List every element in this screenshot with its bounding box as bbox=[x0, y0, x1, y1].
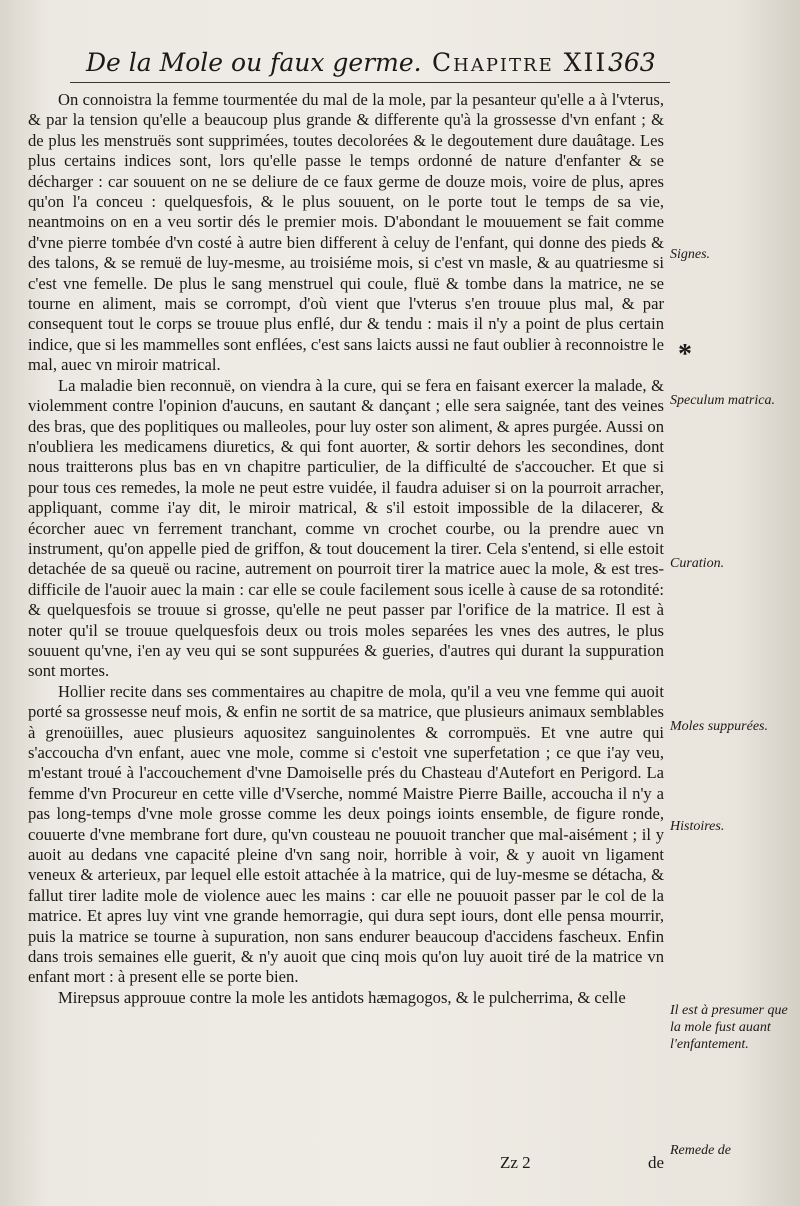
margin-note-histoires: Histoires. bbox=[670, 819, 725, 834]
margin-note-signes: Signes. bbox=[670, 247, 711, 262]
running-head bbox=[70, 44, 670, 83]
signature-mark: Zz 2 bbox=[500, 1153, 531, 1172]
running-head-title: De la Mole ou faux germe. bbox=[86, 48, 422, 77]
margin-note-speculum: Speculum matrica. bbox=[670, 393, 775, 408]
margin-note-presumer: Il est à presumer que la mole fust auant l'enfantement. bbox=[670, 1003, 788, 1052]
paragraph-cure: La maladie bien reconnuë, on viendra à la cure, qui se fera en faisant exercer la malade, & violemment contre l'opinion d'aucuns, en sautant & dançant ; elle sera saignée, tant des veines des bras, que des poplitiques ou malleoles, pour luy oster son aliment, & apres purgée. Aussi on n'oubliera les medicamens diuretics, & qui font auorter, & sortir dehors les secondines, dont nous traitterons plus bas en vn chapitre particulier, de la difficulté de s'accoucher. Et que si pour tous ces remedes, la mole ne peut estre vuidée, il faudra aduiser si on la pourroit arracher, appliquant, comme i'ay dit, le miroir matrical, & s'il estoit impossible de la dilacerer, & écorcher auec vn ferrement tranchant, comme vn crochet courbe, ou la prendre auec vn instrument, qu'on appelle pied de griffon, & tout doucement la tirer. Cela s'entend, si elle estoit detachée de sa queuë ou racine, autrement on pourroit tirer la matrice auec la mole, & est tres-difficile de l'auoir auec la main : car elle se coule facilement sous icelle à cause de sa rotondité: & quelquesfois se trouue si grosse, qu'elle ne peut passer par l'orifice de la matrice. Il est à noter qu'il se trouue quelquesfois deux ou trois moles separées les vnes des autres, le plus souuent qu'vne, i'en ay veu qui se sont suppurées & gueries, d'autres qui durant la suppuration sont mortes. bbox=[28, 375, 664, 681]
catchword: de bbox=[648, 1153, 665, 1172]
page-footer bbox=[28, 1153, 794, 1177]
main-text bbox=[28, 90, 664, 1008]
margin-note-moles: Moles suppurées. bbox=[670, 719, 768, 734]
margin-notes bbox=[664, 90, 794, 1160]
margin-note-curation: Curation. bbox=[670, 556, 725, 571]
paragraph-signs: On connoistra la femme tourmentée du mal de la mole, par la pesanteur qu'elle a à l'vterus, & par la tension qu'elle a beaucoup plus grande & differente qu'à la grossesse d'vn enfant ; & de plus les menstruës sont supprimées, toutes decolorées & le degoutement dure dauâtage. Les plus certains indices sont, lors qu'elle passe le temps ordonné de nature d'enfanter & se décharger : car souuent on ne se deliure de ce faux germe de douze mois, voire de plus, apres qu'on l'a conceu : quelquesfois, & le plus souuent, on le porte tout le temps de sa vie, neantmoins on en a veu sortir dés le premier mois. D'abondant le mouuement se fait comme d'vne pierre tombée d'vn costé à autre bien different à celuy de l'enfant, qui donne des pieds & des talons, & se remuë de luy-mesme, au troisiéme mois, si c'est vn masle, & au quatriesme si c'est vne femelle. De plus le sang menstruel qui coule, fluë & tombe dans la matrice, ne se tourne en aliment, mais se corrompt, d'où vient que l'vterus s'en trouue plus mal, & par consequent tout le corps se trouue plus enflé, dur & tendu : mais il n'y a point de plus certain indice, que si les mammelles sont enflées, c'est sans laicts aussi ne faut oublier à reconnoistre le mal, auec vn miroir matrical. bbox=[28, 90, 664, 375]
asterisk-mark: * bbox=[678, 339, 692, 370]
margin-note-remede: Remede de bbox=[670, 1143, 732, 1158]
chapter-heading: Chapitre XII. bbox=[432, 48, 618, 77]
paragraph-histories: Hollier recite dans ses commentaires au chapitre de mola, qu'il a veu vne femme qui auoit porté sa grossesse neuf mois, & enfin ne sortit de sa matrice, que plusieurs animaux semblables à grenoüilles, auec plusieurs aquositez sanguinolentes & corrompuës. Et vne autre qui s'accoucha d'vn enfant, auec vne mole, comme si c'estoit vne superfetation ; ce que i'ay veu, m'estant troué à l'accouchement d'vne Damoiselle prés du Chasteau d'Autefort en Perigord. La femme d'vn Procureur en cette ville d'Vserche, nommé Maistre Pierre Baille, accoucha il n'y a pas long-temps d'vne mole grosse comme les deux poings ioints ensemble, de figure ronde, couuerte d'vne membrane fort dure, qu'vn cousteau ne pouuoit trancher que mal-aisément ; il y auoit au dedans vne capacité pleine d'vn sang noir, horrible à voir, & y auoit vn ligament veneux & arterieux, par lequel elle estoit attachée à la matrice, qui de luy-mesme se détacha, & fallut tirer ladite mole de violence auec les mains : car elle ne pouuoit passer par le col de la matrice. Et apres luy vint vne grande hemorragie, qui dura sept iours, dont elle pensa mourrir, puis la matrice se tourne à supuration, non sans endurer beaucoup d'accidens fascheux. Enfin dans trois semaines elle guerit, & n'y auoit que cinq mois qu'on luy auoit tiré de la matrice vn enfant mort : à present elle se porte bien. bbox=[28, 681, 664, 987]
page-number: 363 bbox=[608, 48, 656, 77]
paragraph-remedies: Mirepsus approuue contre la mole les antidots hæmagogos, & le pulcherrima, & celle bbox=[58, 987, 626, 1007]
